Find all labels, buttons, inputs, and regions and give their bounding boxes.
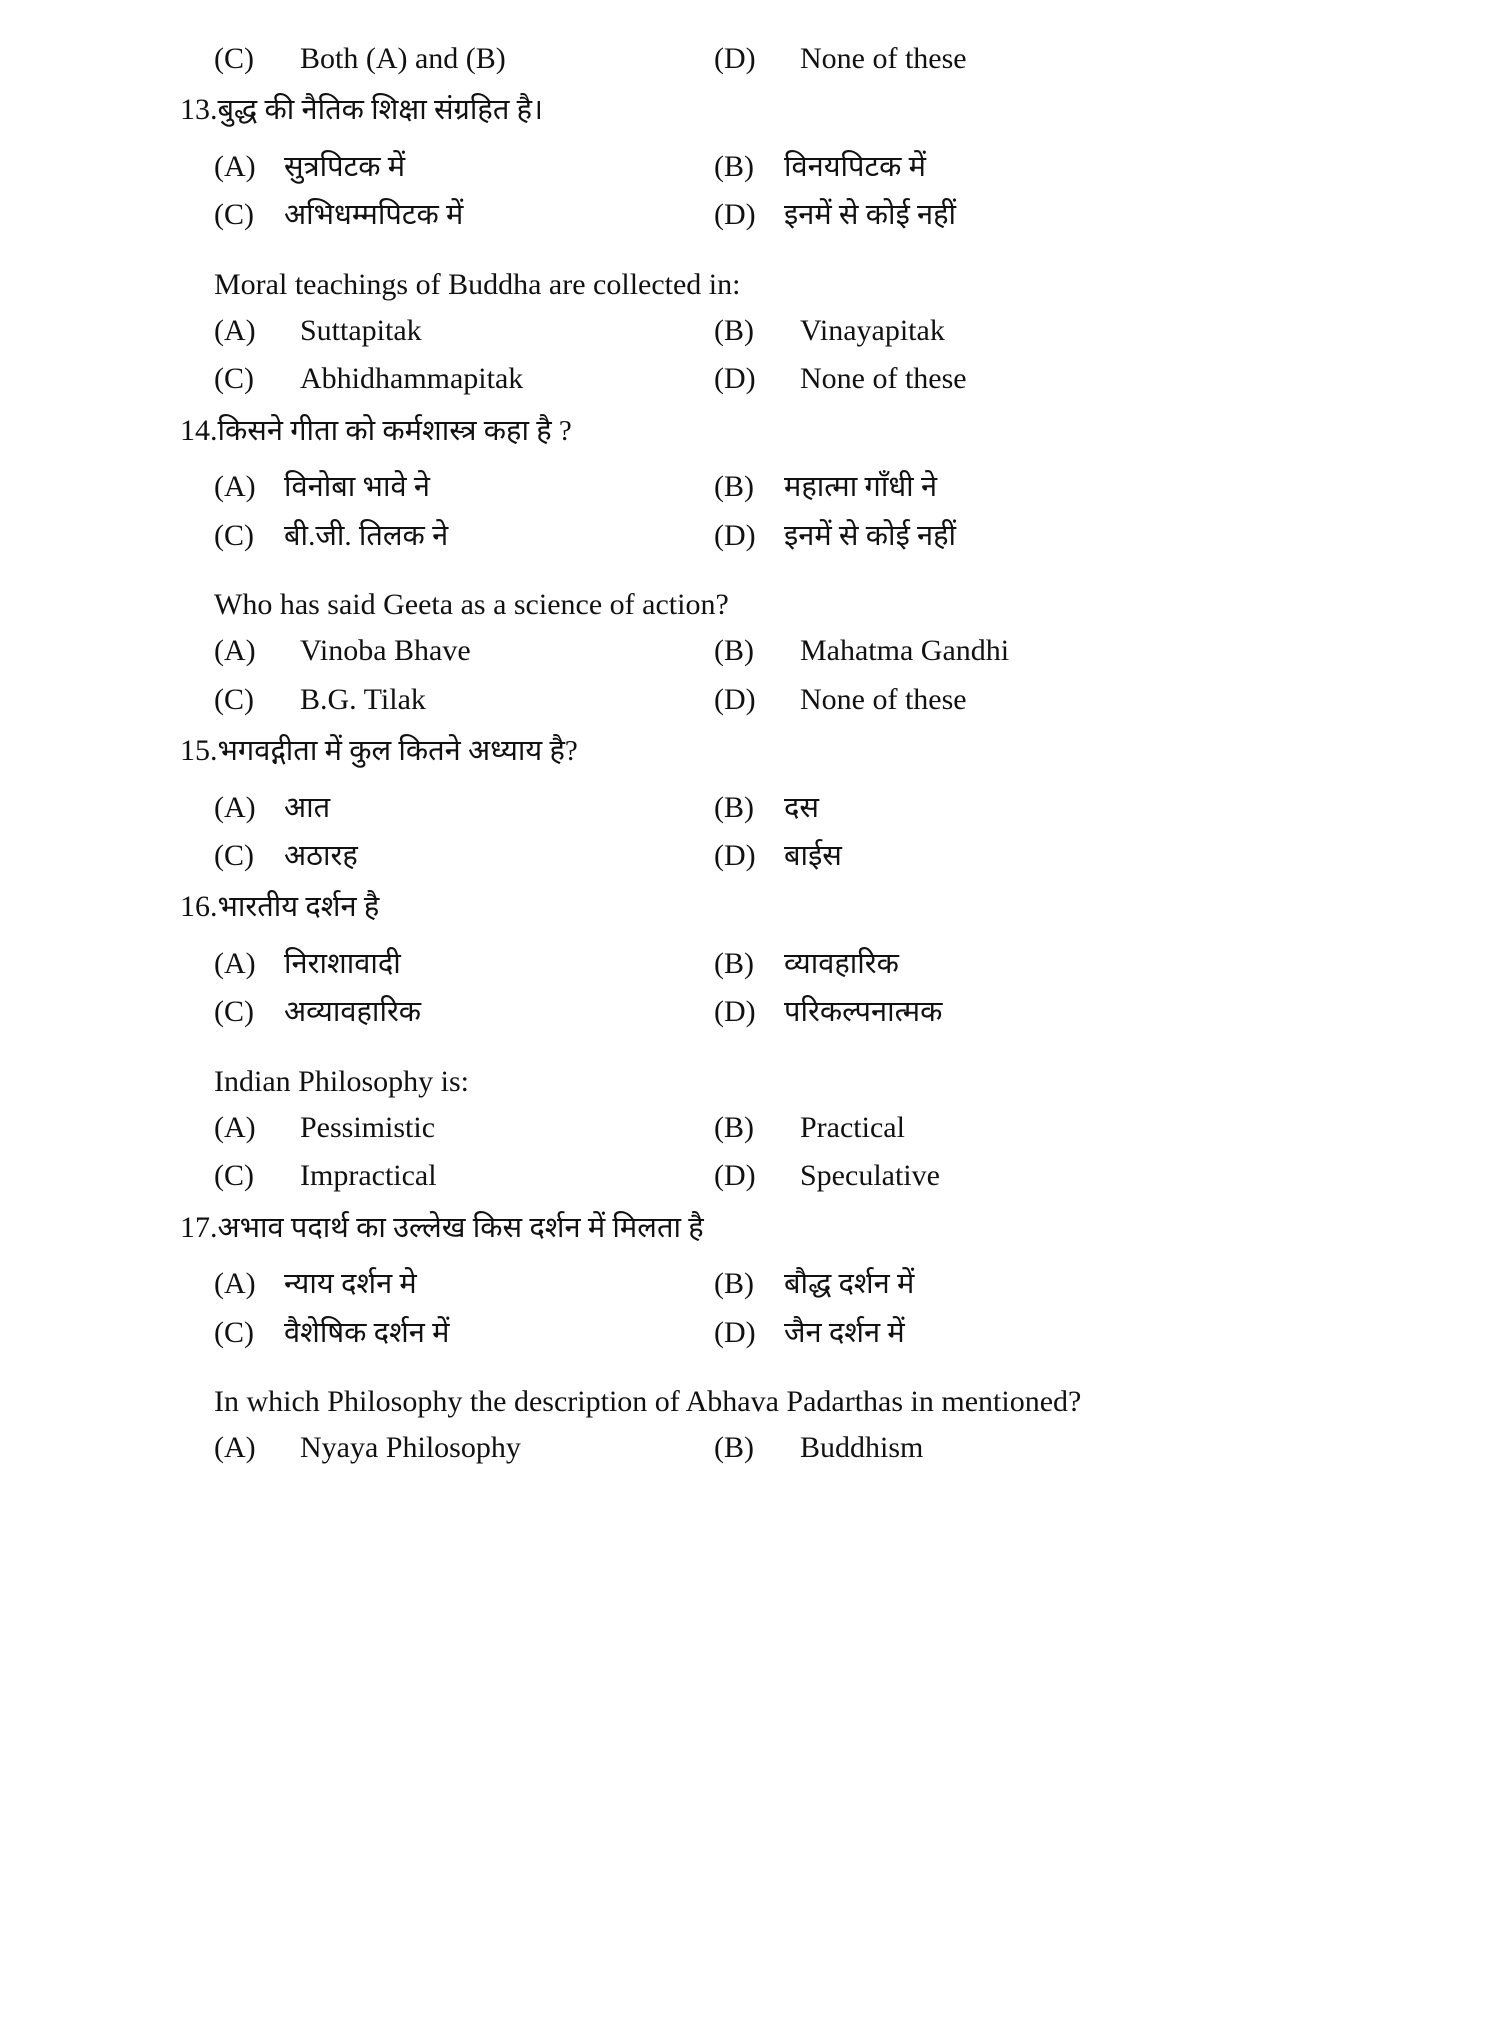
question-stem-hi xyxy=(180,90,1355,130)
option-label: (B) xyxy=(714,1431,754,1465)
question-text-hi: अभाव पदार्थ का उल्लेख किस दर्शन में मिलता है xyxy=(217,1211,704,1244)
option-row xyxy=(714,993,1355,1031)
option-text: Buddhism xyxy=(800,1431,924,1465)
question-block-13 xyxy=(180,90,1355,398)
option-text: जैन दर्शन में xyxy=(784,1316,905,1349)
option-text: Vinayapitak xyxy=(800,313,945,347)
option-row xyxy=(714,1314,1355,1352)
option-label: (A) xyxy=(214,150,256,184)
option-text: दस xyxy=(784,791,820,824)
option-label: (C) xyxy=(214,995,254,1029)
option-row xyxy=(214,1157,714,1195)
option-text: व्यावहारिक xyxy=(784,948,899,981)
options-hi xyxy=(180,945,1355,1032)
question-number: 13. xyxy=(180,93,218,127)
question-block-17 xyxy=(180,1208,1355,1468)
option-row xyxy=(714,1429,1355,1467)
option-row xyxy=(214,312,714,350)
question-text-hi: भारतीय दर्शन है xyxy=(217,891,380,924)
option-row xyxy=(714,517,1355,555)
question-stem-hi xyxy=(180,731,1355,771)
options-en xyxy=(180,312,1355,399)
options-hi xyxy=(180,468,1355,555)
question-block-16 xyxy=(180,887,1355,1195)
option-label: (D) xyxy=(714,995,756,1029)
question-stem-hi xyxy=(180,1208,1355,1248)
options-hi xyxy=(180,1265,1355,1352)
option-label: (B) xyxy=(714,1110,754,1144)
option-text: None of these xyxy=(800,42,967,75)
option-label: (D) xyxy=(714,1315,756,1349)
option-text: None of these xyxy=(800,682,967,716)
options-en xyxy=(180,1109,1355,1196)
option-label: (C) xyxy=(214,838,254,872)
option-label: (D) xyxy=(714,518,756,552)
option-text: निराशावादी xyxy=(284,948,401,981)
option-text: विनोबा भावे ने xyxy=(284,471,430,504)
option-text: B.G. Tilak xyxy=(300,682,426,716)
option-label: (A) xyxy=(214,470,256,504)
option-text: बी.जी. तिलक ने xyxy=(284,519,449,552)
option-text: Abhidhammapitak xyxy=(300,362,524,396)
option-text: बाईस xyxy=(784,839,842,872)
option-text: महात्मा गाँधी ने xyxy=(784,471,938,504)
option-label: (A) xyxy=(214,947,256,981)
option-row xyxy=(714,789,1355,827)
option-label: (A) xyxy=(214,1110,256,1144)
question-stem-hi xyxy=(180,887,1355,927)
option-row xyxy=(214,789,714,827)
option-row xyxy=(214,360,714,398)
question-stem-en: In which Philosophy the description of Abhava Padarthas in mentioned? xyxy=(214,1385,1082,1419)
option-row xyxy=(714,468,1355,506)
options-en xyxy=(180,1429,1355,1467)
option-label: (A) xyxy=(214,313,256,347)
option-row xyxy=(714,837,1355,875)
option-row xyxy=(214,1429,714,1467)
option-row xyxy=(714,148,1355,186)
option-row xyxy=(714,945,1355,983)
option-text: इनमें से कोई नहीं xyxy=(784,199,957,232)
question-number: 14. xyxy=(180,413,218,447)
option-row xyxy=(714,1157,1355,1195)
option-row xyxy=(714,40,1355,78)
option-label: (B) xyxy=(714,634,754,668)
option-text: Nyaya Philosophy xyxy=(300,1431,521,1465)
option-label: (C) xyxy=(214,682,254,716)
option-label: (A) xyxy=(214,790,256,824)
option-label: (B) xyxy=(714,790,754,824)
option-label: (A) xyxy=(214,1431,256,1465)
options-hi xyxy=(180,148,1355,235)
option-text: सुत्रपिटक में xyxy=(284,151,406,184)
option-text: न्याय दर्शन मे xyxy=(284,1268,417,1301)
option-label: (D) xyxy=(714,838,756,872)
option-label: (A) xyxy=(214,634,256,668)
option-text: बौद्ध दर्शन में xyxy=(784,1268,915,1301)
option-label: (C) xyxy=(214,42,254,75)
option-text: Mahatma Gandhi xyxy=(800,634,1010,668)
option-row xyxy=(714,312,1355,350)
question-number: 15. xyxy=(180,733,218,767)
option-text: वैशेषिक दर्शन में xyxy=(284,1316,450,1349)
option-label: (A) xyxy=(214,1267,256,1301)
option-row xyxy=(714,681,1355,719)
option-text: Both (A) and (B) xyxy=(300,42,506,75)
option-text: Speculative xyxy=(800,1159,940,1193)
question-stem-en: Who has said Geeta as a science of action? xyxy=(214,588,729,622)
question-text-hi: किसने गीता को कर्मशास्त्र कहा है ? xyxy=(217,414,572,447)
options-en xyxy=(180,632,1355,719)
question-stem-en: Moral teachings of Buddha are collected in: xyxy=(214,267,741,301)
option-text: Suttapitak xyxy=(300,313,422,347)
option-row xyxy=(214,468,714,506)
option-row xyxy=(214,993,714,1031)
option-text: विनयपिटक में xyxy=(784,151,927,184)
option-text: Impractical xyxy=(300,1159,437,1193)
option-row xyxy=(214,632,714,670)
question-number: 16. xyxy=(180,890,218,924)
option-label: (B) xyxy=(714,1267,754,1301)
question-text-hi: बुद्ध की नैतिक शिक्षा संग्रहित है। xyxy=(217,94,543,127)
question-text-hi: भगवद्गीता में कुल कितने अध्याय है? xyxy=(217,734,578,767)
option-row xyxy=(714,1265,1355,1303)
option-label: (D) xyxy=(714,1159,756,1193)
option-label: (D) xyxy=(714,42,756,75)
option-text: None of these xyxy=(800,362,967,396)
option-label: (B) xyxy=(714,470,754,504)
option-row xyxy=(214,517,714,555)
option-row xyxy=(214,40,714,78)
option-text: अठारह xyxy=(284,839,358,872)
option-label: (B) xyxy=(714,150,754,184)
option-label: (B) xyxy=(714,313,754,347)
option-label: (C) xyxy=(214,1315,254,1349)
question-number: 17. xyxy=(180,1210,218,1244)
option-text: अभिधम्मपिटक में xyxy=(284,199,464,232)
option-row xyxy=(714,196,1355,234)
option-text: Pessimistic xyxy=(300,1110,436,1144)
option-text: Practical xyxy=(800,1110,905,1144)
option-label: (B) xyxy=(714,947,754,981)
option-label: (C) xyxy=(214,518,254,552)
question-stem-hi xyxy=(180,411,1355,451)
option-row xyxy=(714,360,1355,398)
option-row xyxy=(214,1109,714,1147)
option-text: Vinoba Bhave xyxy=(300,634,471,668)
option-text: आत xyxy=(284,791,331,824)
option-row xyxy=(714,1109,1355,1147)
option-row xyxy=(214,1265,714,1303)
option-label: (C) xyxy=(214,198,254,232)
option-row xyxy=(214,945,714,983)
option-label: (C) xyxy=(214,1159,254,1193)
question-stem-en: Indian Philosophy is: xyxy=(214,1064,470,1098)
option-text: इनमें से कोई नहीं xyxy=(784,519,957,552)
option-row xyxy=(714,632,1355,670)
option-row xyxy=(214,837,714,875)
option-label: (D) xyxy=(714,362,756,396)
question-block-15 xyxy=(180,731,1355,875)
options-hi xyxy=(180,789,1355,876)
option-text: परिकल्पनात्मक xyxy=(784,996,943,1029)
option-row xyxy=(214,148,714,186)
question-block-14 xyxy=(180,411,1355,719)
option-row xyxy=(214,681,714,719)
carryover-options xyxy=(180,40,1355,78)
option-label: (D) xyxy=(714,198,756,232)
option-text: अव्यावहारिक xyxy=(284,996,422,1029)
option-label: (C) xyxy=(214,362,254,396)
option-row xyxy=(214,1314,714,1352)
option-row xyxy=(214,196,714,234)
option-label: (D) xyxy=(714,682,756,716)
